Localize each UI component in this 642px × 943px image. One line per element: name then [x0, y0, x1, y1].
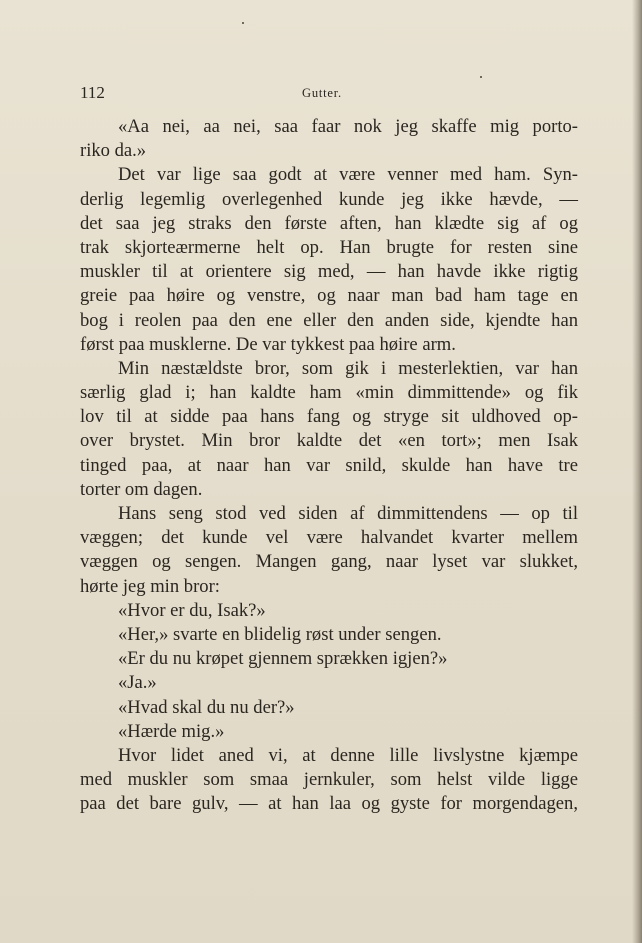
text-line: «Hærde mig.» [118, 720, 225, 742]
text-line: riko da.» [80, 140, 147, 162]
text-line: hørte jeg min bror: [80, 575, 220, 597]
text-line: over brystet. Min bror kaldte det «en tort»; men Isak [80, 430, 578, 452]
text-line: «Ja.» [118, 672, 157, 694]
page-header [80, 83, 580, 105]
running-title: Gutter. [302, 86, 342, 100]
text-line: Min næstældste bror, som gik i mesterlektien, var han [118, 357, 578, 379]
text-line: først paa musklerne. De var tykkest paa høire arm. [80, 333, 456, 355]
text-line: det saa jeg straks den første aften, han klædte sig af og [80, 212, 578, 234]
body-text [80, 115, 578, 816]
text-line: særlig glad i; han kaldte ham «min dimmittende» og fik [80, 382, 578, 404]
text-line: «Her,» svarte en blidelig røst under sengen. [118, 623, 442, 645]
text-line: «Hvad skal du nu der?» [118, 696, 295, 718]
text-line: væggen; det kunde vel være halvandet kvarter mellem [80, 527, 578, 549]
page-edge-shadow [632, 0, 642, 943]
text-line: Det var lige saa godt at være venner med ham. Syn- [118, 164, 578, 186]
text-line: tinged paa, at naar han var snild, skulde han have tre [80, 454, 578, 476]
text-line: derlig legemlig overlegenhed kunde jeg ikke hævde, — [80, 188, 578, 210]
text-line: torter om dagen. [80, 478, 203, 500]
text-line: paa det bare gulv, — at han laa og gyste for morgendagen, [80, 793, 578, 815]
text-line: «Aa nei, aa nei, saa faar nok jeg skaffe mig porto- [118, 116, 578, 137]
text-line: lov til at sidde paa hans fang og stryge sit uldhoved op- [80, 406, 578, 428]
text-line: Hans seng stod ved siden af dimmittendens — op til [118, 503, 578, 524]
ink-speck [242, 22, 244, 24]
text-line: «Hvor er du, Isak?» [118, 599, 266, 621]
text-line: væggen og sengen. Mangen gang, naar lyset var slukket, [80, 551, 578, 573]
text-line: muskler til at orientere sig med, — han havde ikke rigtig [80, 261, 578, 283]
text-line: med muskler som smaa jernkuler, som helst vilde ligge [80, 769, 578, 791]
text-line: trak skjorteærmerne helt op. Han brugte for resten sine [80, 236, 578, 258]
text-line: «Er du nu krøpet gjennem sprækken igjen?» [118, 648, 448, 670]
text-line: Hvor lidet aned vi, at denne lille livslystne kjæmpe [118, 744, 578, 766]
ink-speck [480, 76, 482, 78]
page-number: 112 [80, 83, 105, 102]
text-line: greie paa høire og venstre, og naar man bad ham tage en [80, 285, 578, 307]
text-line: bog i reolen paa den ene eller den anden side, kjendte han [80, 309, 578, 331]
